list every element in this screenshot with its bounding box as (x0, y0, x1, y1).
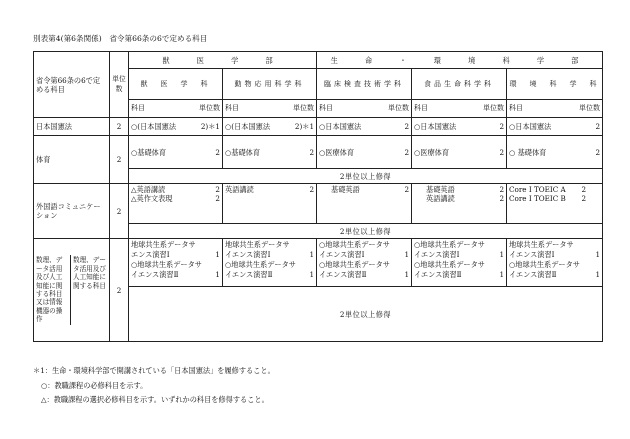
footnotes (33, 366, 275, 410)
requirement-foreign: 2単位以上修得 (129, 224, 603, 239)
cell-pe-animal: ○基礎体育 2 (223, 136, 317, 169)
header-units: 単位数 (110, 52, 129, 118)
header-faculty-life: 生 命 ・ 環 境 科 学 部 (317, 52, 603, 69)
row-label-pe: 体育 (34, 136, 110, 184)
units-pe: 2 (110, 136, 129, 184)
table-row-constitution (34, 118, 603, 136)
header-dept-animal: 動物応用科学科 (223, 69, 317, 100)
footnote-2: ○：教職課程の必修科目を示す。 (41, 380, 148, 390)
table-caption: 別表第4(第6条関係) 省令第66条の6で定める科目 (33, 34, 208, 43)
header-dept-clinical: 臨床検査技術学科 (317, 69, 412, 100)
subheader-env: 科目 単位数 (507, 100, 603, 118)
subheader-animal: 科目 単位数 (223, 100, 317, 118)
header-dept-vet: 獣 医 学 科 (129, 69, 223, 100)
subheader-clinical: 科目 単位数 (317, 100, 412, 118)
cell-constitution-vet: ○(日本国憲法 2)＊1 (129, 118, 223, 136)
footnote-3: △：教職課程の選択必修科目を示す。いずれかの科目を修得すること。 (41, 395, 269, 404)
cell-data-animal: 地球共生系データサ イエンス演習Ⅰ 1 ○地球共生系データサ イエンス演習Ⅱ 1 (223, 239, 317, 287)
cell-pe-food: ○医療体育 2 (412, 136, 507, 169)
cell-data-clinical: ○地球共生系データサ イエンス演習Ⅰ 1 ○地球共生系データサ イエンス演習Ⅱ 1 (317, 239, 412, 287)
cell-pe-clinical: ○医療体育 2 (317, 136, 412, 169)
subheader-food: 科目 単位数 (412, 100, 507, 118)
table-row-pe (34, 136, 603, 169)
header-dept-food: 食品生命科学科 (412, 69, 507, 100)
requirement-pe: 2単位以上修得 (129, 169, 603, 184)
subheader-vet: 科目 単位数 (129, 100, 223, 118)
row-label-constitution: 日本国憲法 (34, 118, 110, 136)
units-data: 2 (110, 239, 129, 342)
cell-foreign-vet: △英語講読 2 △英作文表現 2 (129, 184, 223, 224)
cell-foreign-food: 基礎英語 2 英語講読 2 (412, 184, 507, 224)
header-faculty-vet: 獣 医 学 部 (129, 52, 317, 69)
subjects-table (33, 51, 603, 342)
cell-data-env: 地球共生系データサ イエンス演習Ⅰ 1 ○地球共生系データサ イエンス演習Ⅱ 1 (507, 239, 603, 287)
row-label-data-wrap (34, 239, 110, 342)
header-category: 省令第66条の6で定める科目 (34, 52, 110, 118)
cell-foreign-clinical: 基礎英語 2 (317, 184, 412, 224)
cell-foreign-animal: 英語講読 2 (223, 184, 317, 224)
table-row-data (34, 239, 603, 287)
requirement-data: 2単位以上修得 (129, 287, 603, 342)
row-label-data: 数理、データ活用及び人工知能に関する科目又は情報機器の操作 (34, 255, 71, 325)
cell-constitution-animal: ○(日本国憲法 2)＊1 (223, 118, 317, 136)
cell-foreign-env: Core I TOEIC A 2 Core I TOEIC B 2 (507, 184, 603, 224)
units-constitution: 2 (110, 118, 129, 136)
cell-pe-env: ○ 基礎体育 2 (507, 136, 603, 169)
table-row-foreign (34, 184, 603, 224)
footnote-1: ＊1：生命・環境科学部で開講されている「日本国憲法」を履修すること。 (33, 366, 275, 375)
header-row-faculty (34, 52, 603, 69)
cell-data-vet: 地球共生系データサ エンス演習Ⅰ 1 ○地球共生系データサ イエンス演習Ⅱ 1 (129, 239, 223, 287)
row-sublabel-data: 数理、データ活用及び人工知能に関する科目 (73, 256, 106, 290)
header-dept-env: 環 境 科 学 科 (507, 69, 603, 100)
cell-constitution-food: ○日本国憲法 2 (412, 118, 507, 136)
row-label-foreign: 外国語コミュニケーション (34, 184, 110, 239)
units-foreign: 2 (110, 184, 129, 239)
cell-pe-vet: ○基礎体育 2 (129, 136, 223, 169)
cell-data-food: ○地球共生系データサ イエンス演習Ⅰ 1 ○地球共生系データサ イエンス演習Ⅱ 1 (412, 239, 507, 287)
cell-constitution-clinical: ○日本国憲法 2 (317, 118, 412, 136)
cell-constitution-env: ○日本国憲法 2 (507, 118, 603, 136)
